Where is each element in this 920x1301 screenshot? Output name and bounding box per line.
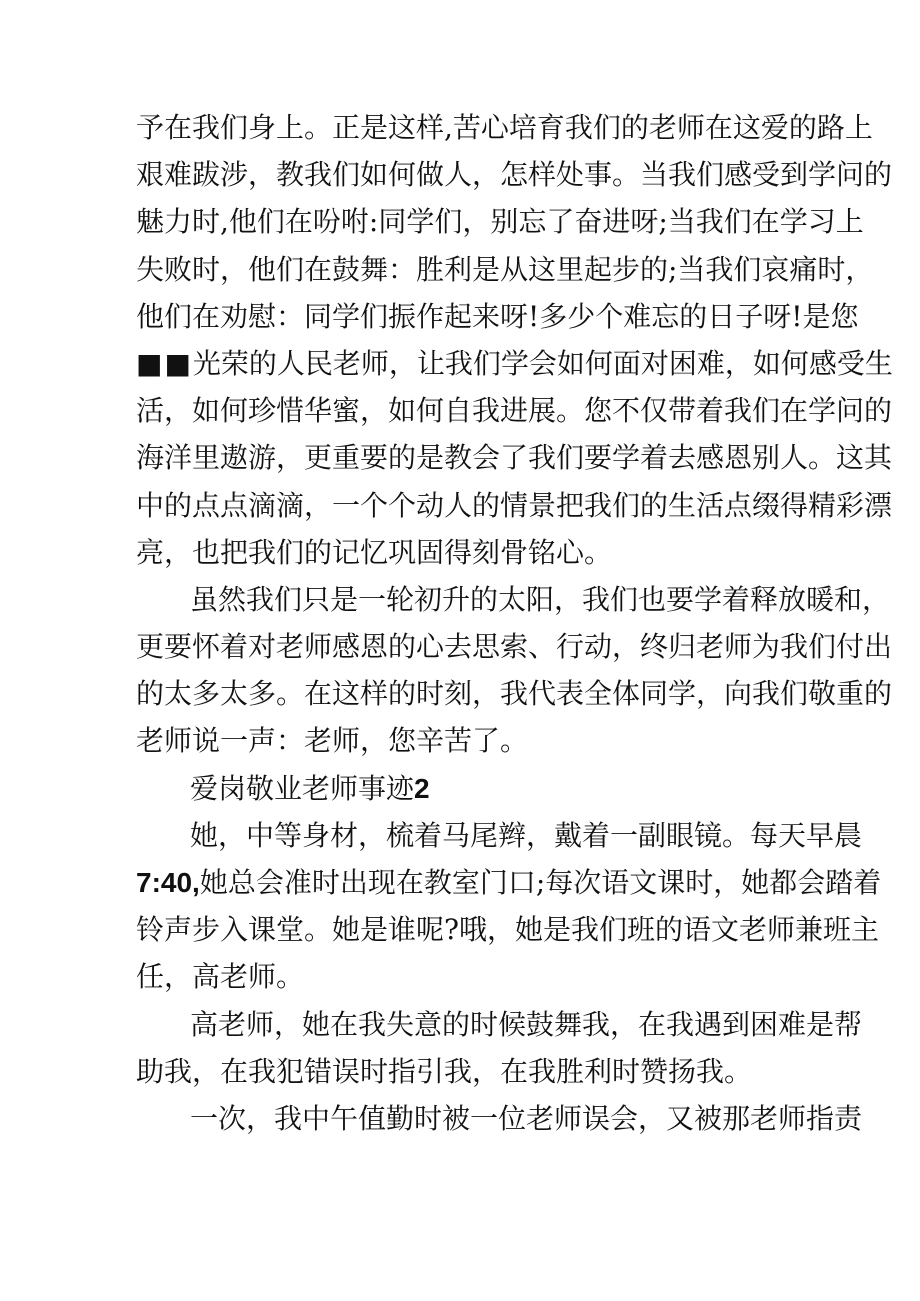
text-line	[136, 293, 859, 340]
text-line-content: 他们在劝慰：同学们振作起来呀!多少个难忘的日子呀!是您	[136, 299, 859, 333]
paragraph-2	[136, 576, 893, 765]
text-line	[136, 1095, 863, 1142]
redaction-squares: ■■	[136, 346, 193, 380]
text-line-content: 魅力时,他们在吩咐:同学们，别忘了奋进呀;当我们在学习上	[136, 205, 864, 239]
text-line	[136, 576, 891, 623]
document-page	[136, 104, 893, 1142]
text-line	[136, 953, 796, 1000]
heading-number: 2	[414, 772, 430, 804]
paragraph-4	[136, 1001, 863, 1095]
text-line-content: 一次，我中午值勤时被一位老师误会，又被那老师指责	[190, 1101, 863, 1135]
text-line	[136, 1001, 863, 1048]
text-line-content: 光荣的人民老师，让我们学会如何面对困难，如何感受生	[192, 346, 893, 380]
text-line	[136, 340, 893, 387]
text-line	[136, 151, 893, 198]
paragraph-3	[136, 812, 882, 1001]
text-line-content: 高老师，她在我失意的时候鼓舞我，在我遇到困难是帮	[190, 1007, 863, 1041]
heading-text: 爱岗敬业老师事迹	[190, 771, 415, 805]
text-line-content: 中的点点滴滴，一个个动人的情景把我们的生活点缀得精彩漂	[136, 488, 893, 522]
text-line-content: 予在我们身上。正是这样,苦心培育我们的老师在这爱的路上	[136, 111, 873, 144]
time-value: 7:40,	[136, 867, 200, 898]
text-line	[136, 198, 864, 245]
paragraph-5	[136, 1095, 863, 1142]
text-line-content: 亮，也把我们的记忆巩固得刻骨铭心。	[136, 535, 613, 569]
paragraph-1	[136, 104, 893, 576]
text-line	[136, 812, 863, 859]
text-line-content: 她，中等身材，梳着马尾辫，戴着一副眼镜。每天早晨	[190, 818, 863, 852]
section-heading	[136, 765, 796, 812]
text-line	[136, 434, 893, 481]
text-line-content: 虽然我们只是一轮初升的太阳，我们也要学着释放暖和，	[190, 582, 891, 616]
text-line	[136, 623, 893, 670]
text-line	[136, 246, 874, 293]
text-line-content: 的太多太多。在这样的时刻，我代表全体同学，向我们敬重的	[136, 677, 893, 711]
text-line-content: 海洋里遨游，更重要的是教会了我们要学着去感恩别人。这其	[136, 441, 893, 475]
text-line-content: 活，如何珍惜华蜜，如何自我进展。您不仅带着我们在学问的	[136, 394, 893, 428]
text-line-content: 老师说一声：老师，您辛苦了。	[136, 724, 529, 758]
text-line-content: 助我，在我犯错误时指引我，在我胜利时赞扬我。	[136, 1054, 753, 1088]
text-line	[136, 482, 893, 529]
text-line	[136, 670, 893, 717]
text-line	[136, 1048, 796, 1095]
text-line-content: 她总会准时出现在教室门口;每次语文课时，她都会踏着	[199, 866, 882, 899]
text-line-content: 艰难跋涉，教我们如何做人，怎样处事。当我们感受到学问的	[136, 158, 893, 192]
text-line-content: 更要怀着对老师感恩的心去思索、行动，终归老师为我们付出	[136, 630, 893, 664]
text-line	[136, 387, 893, 434]
text-line-content: 任，高老师。	[136, 960, 305, 994]
text-line	[136, 529, 796, 576]
text-line	[136, 104, 873, 151]
text-line-content: 铃声步入课堂。她是谁呢?哦，她是我们班的语文老师兼班主	[136, 913, 880, 947]
text-line	[136, 906, 880, 953]
text-line	[136, 717, 796, 764]
text-line-content: 失败时，他们在鼓舞：胜利是从这里起步的;当我们哀痛时，	[136, 252, 874, 286]
text-line	[136, 859, 882, 906]
